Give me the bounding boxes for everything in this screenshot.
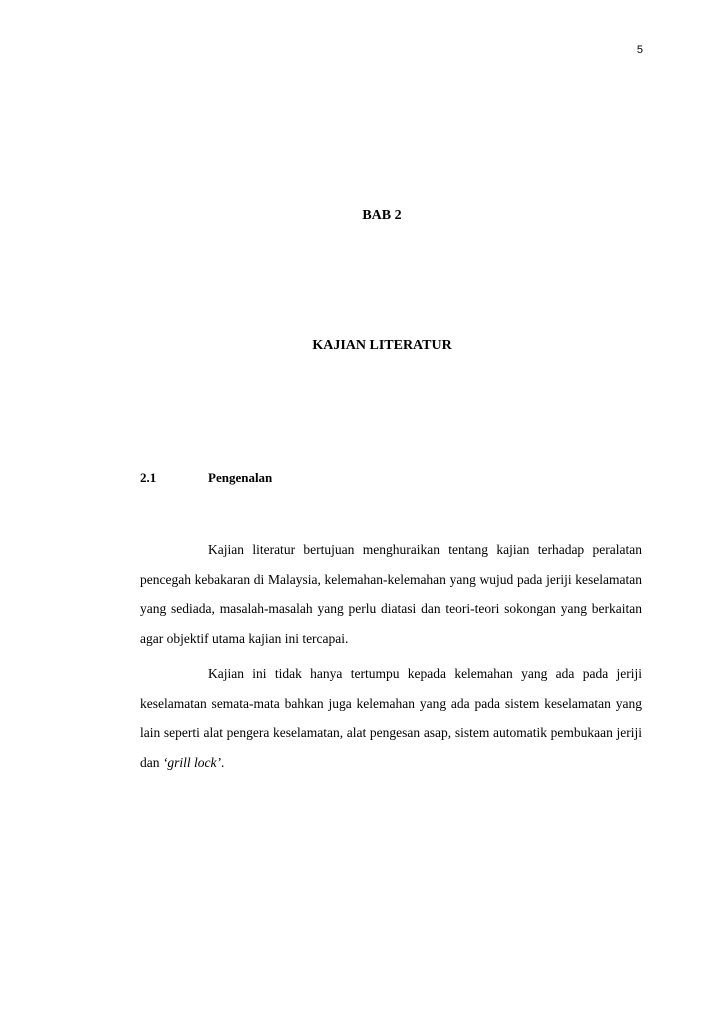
section-heading (140, 470, 272, 486)
section-number: 2.1 (140, 470, 157, 485)
paragraph-2-italic-term: ‘grill lock’ (162, 754, 221, 770)
paragraph-2 (140, 659, 642, 777)
chapter-title: KAJIAN LITERATUR (312, 338, 452, 353)
paragraph-1: Kajian literatur bertujuan menghuraikan tentang kajian terhadap peralatan pencegah kebakaran di Malaysia, kelemahan-kelemahan yang wujud pada jeriji keselamatan yang sediada, masalah-masalah yang perlu diatasi dan teori-teori sokongan yang berkaitan agar objektif utama kajian ini tercapai. (140, 542, 642, 646)
chapter-number: BAB 2 (362, 208, 402, 223)
section-title: Pengenalan (208, 470, 273, 485)
paragraph-2-text: Kajian ini tidak hanya tertumpu kepada kelemahan yang ada pada jeriji keselamatan semata-mata bahkan juga kelemahan yang ada pada sistem keselamatan yang lain seperti alat pengera keselamatan, alat pengesan asap, sistem automatik pembukaan jeriji dan (140, 666, 642, 770)
paragraph-2-end: . (220, 754, 225, 770)
page-number: 5 (636, 44, 643, 56)
